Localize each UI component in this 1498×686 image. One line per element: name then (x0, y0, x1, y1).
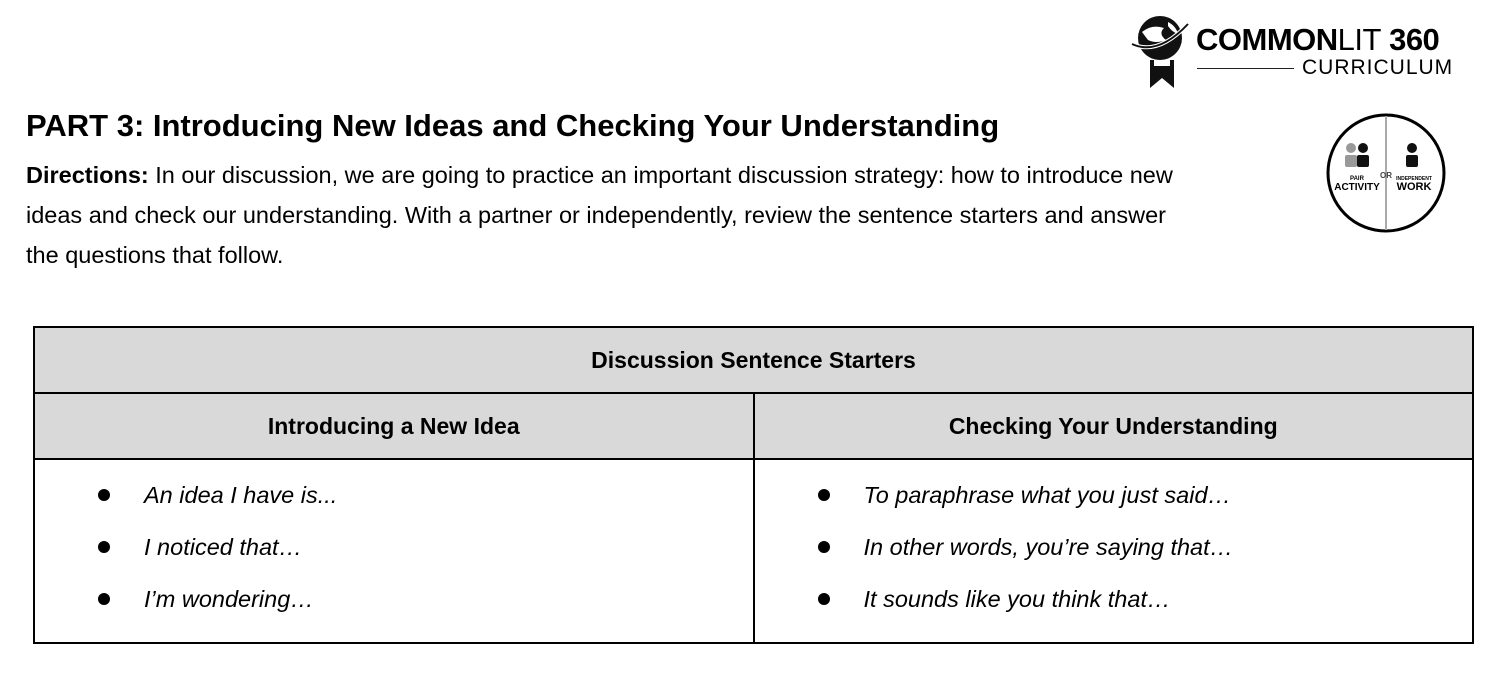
column-header-checking: Checking Your Understanding (754, 393, 1474, 459)
column-header-new-idea: Introducing a New Idea (34, 393, 754, 459)
badge-activity-label: ACTIVITY (1334, 182, 1380, 193)
checking-understanding-cell (754, 459, 1474, 643)
bullet-icon (818, 593, 830, 605)
list-item-text: It sounds like you think that… (863, 586, 1171, 612)
directions-paragraph (26, 155, 1186, 275)
bullet-icon (98, 593, 110, 605)
logo-divider-line (1197, 68, 1294, 69)
list-item-text: I noticed that… (144, 534, 303, 560)
checking-understanding-list (755, 472, 1473, 628)
list-item (755, 576, 1473, 628)
badge-or-label: OR (1380, 171, 1392, 180)
badge-work-label: WORK (1396, 181, 1432, 193)
logo-brand-text: COMMONLIT 360 (1196, 22, 1440, 57)
sentence-starters-table (33, 326, 1474, 644)
page-title: PART 3: Introducing New Ideas and Checking Your Understanding (26, 108, 1000, 143)
bullet-icon (818, 489, 830, 501)
table-caption-cell: Discussion Sentence Starters (34, 327, 1473, 393)
badge-independent-label: INDEPENDENT (1396, 176, 1432, 182)
bullet-icon (98, 489, 110, 501)
commonlit-logo (1128, 10, 1473, 92)
logo-subtitle: CURRICULUM (1302, 56, 1454, 79)
globe-ribbon-icon (1128, 10, 1192, 92)
list-item (35, 472, 753, 524)
new-idea-cell (34, 459, 754, 643)
list-item-text: To paraphrase what you just said… (863, 482, 1232, 508)
list-item-text: I’m wondering… (144, 586, 314, 612)
list-item-text: An idea I have is... (144, 482, 338, 508)
badge-pair-label: PAIR (1350, 176, 1364, 182)
list-item-text: In other words, you’re saying that… (863, 534, 1234, 560)
bullet-icon (98, 541, 110, 553)
list-item (755, 524, 1473, 576)
directions-label: Directions: (26, 162, 149, 188)
directions-text: In our discussion, we are going to practice an important discussion strategy: how to introduce new ideas and check our understanding. With a partner or independently, review the sentence starters and answer the questions that follow. (26, 162, 1173, 268)
list-item (35, 576, 753, 628)
list-item (35, 524, 753, 576)
pair-or-independent-badge (1325, 112, 1447, 234)
new-idea-list (35, 472, 753, 628)
bullet-icon (818, 541, 830, 553)
list-item (755, 472, 1473, 524)
